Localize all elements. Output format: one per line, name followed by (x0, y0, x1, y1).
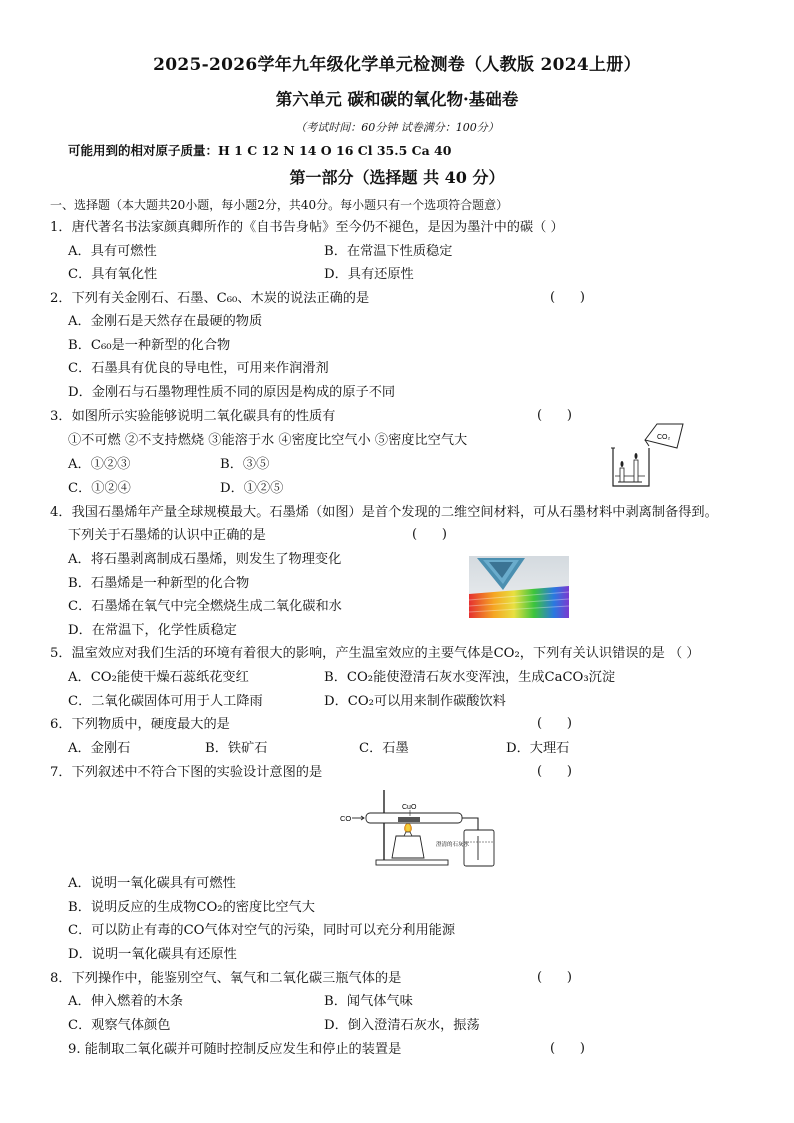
limewater-label: 澄清的石灰水 (436, 842, 470, 848)
q2-answer-paren: ( ) (550, 290, 585, 305)
cuo-label: CuO (402, 804, 417, 811)
q7-option-a: A．说明一氧化碳具有可燃性 (68, 876, 236, 891)
question-5-stem: 5．温室效应对我们生活的环境有着很大的影响，产生温室效应的主要气体是CO₂，下列有关认识错误的是 （ ） (50, 646, 700, 661)
question-7-stem: 7．下列叙述中不符合下图的实验设计意图的是 (50, 765, 323, 780)
q1-option-d: D．具有还原性 (324, 267, 414, 282)
question-2-stem: 2．下列有关金刚石、石墨、C₆₀、木炭的说法正确的是 (50, 291, 370, 306)
q4-answer-paren: ( ) (412, 527, 447, 542)
q3-option-d: D．①②⑤ (220, 481, 284, 496)
beaker-icon (611, 448, 649, 486)
co2-container-icon (645, 424, 683, 448)
q6-option-d: D．大理石 (506, 741, 570, 756)
q3-properties: ①不可燃 ②不支持燃烧 ③能溶于水 ④密度比空气小 ⑤密度比空气大 (68, 433, 468, 448)
exam-info: （考试时间：60分钟 试卷满分：100分） (295, 121, 499, 134)
co2-figure-label: CO₂ (657, 434, 671, 441)
q8-answer-paren: ( ) (537, 970, 572, 985)
candle-icon (618, 453, 642, 482)
q8-option-a: A．伸入燃着的木条 (68, 994, 184, 1009)
q4-option-a: A．将石墨剥离制成石墨烯，则发生了物理变化 (68, 552, 342, 567)
q1-option-b: B．在常温下性质稳定 (324, 244, 453, 259)
question-1-stem: 1．唐代著名书法家颜真卿所作的《自书告身帖》至今仍不褪色，是因为墨汁中的碳（ ） (50, 220, 564, 235)
question-8-stem: 8．下列操作中，能鉴别空气、氧气和二氧化碳三瓶气体的是 (50, 971, 402, 986)
co-cuo-apparatus-figure (336, 784, 500, 872)
q1-option-a: A．具有可燃性 (68, 244, 157, 259)
q6-option-c: C．石墨 (359, 741, 409, 756)
q8-option-b: B．闻气体气味 (324, 994, 413, 1009)
q2-option-b: B．C₆₀是一种新型的化合物 (68, 338, 231, 353)
q5-option-c: C．二氧化碳固体可用于人工降雨 (68, 694, 263, 709)
q1-option-c: C．具有氧化性 (68, 267, 158, 282)
q3-option-c: C．①②④ (68, 481, 131, 496)
question-9-stem: 9. 能制取二氧化碳并可随时控制反应发生和停止的装置是 (68, 1042, 402, 1057)
question-4-stem-2: 下列关于石墨烯的认识中正确的是 (68, 528, 266, 543)
question-3-stem: 3．如图所示实验能够说明二氧化碳具有的性质有 (50, 409, 336, 424)
q4-option-d: D．在常温下，化学性质稳定 (68, 623, 237, 638)
co2-candle-figure (605, 418, 693, 490)
q3-option-b: B．③⑤ (220, 457, 270, 472)
unit-subtitle: 第六单元 碳和碳的氧化物·基础卷 (275, 90, 519, 109)
q6-option-a: A．金刚石 (68, 741, 131, 756)
q4-option-b: B．石墨烯是一种新型的化合物 (68, 576, 250, 591)
atomic-masses: 可能用到的相对原子质量：H 1 C 12 N 14 O 16 Cl 35.5 Ca 40 (68, 143, 452, 158)
q6-answer-paren: ( ) (537, 716, 572, 731)
graphene-image (469, 556, 569, 618)
q8-option-c: C．观察气体颜色 (68, 1018, 171, 1033)
co-inlet-label: CO (340, 814, 352, 823)
q3-answer-paren: ( ) (537, 408, 572, 423)
q9-answer-paren: ( ) (550, 1041, 585, 1056)
alcohol-lamp-icon (392, 824, 424, 858)
section-instruction: 一、选择题（本大题共20小题，每小题2分，共40分。每小题只有一个选项符合题意） (50, 198, 509, 212)
q3-option-a: A．①②③ (68, 457, 131, 472)
q5-option-a: A．CO₂能使干燥石蕊纸花变红 (68, 670, 249, 685)
q5-option-d: D．CO₂可以用来制作碳酸饮料 (324, 694, 506, 709)
q4-option-c: C．石墨烯在氧气中完全燃烧生成二氧化碳和水 (68, 599, 342, 614)
q6-option-b: B．铁矿石 (205, 741, 268, 756)
q7-option-d: D．说明一氧化碳具有还原性 (68, 947, 237, 962)
q2-option-d: D．金刚石与石墨物理性质不同的原因是构成的原子不同 (68, 385, 396, 400)
question-4-stem: 4．我国石墨烯年产量全球规模最大。石墨烯（如图）是首个发现的二维空间材料，可从石墨材料中剥离制备得到。 (50, 505, 718, 520)
q8-option-d: D．倒入澄清石灰水，振荡 (324, 1018, 480, 1033)
part-title: 第一部分（选择题 共 40 分） (289, 168, 505, 187)
burning-flame-icon (354, 806, 358, 818)
exam-title: 2025-2026学年九年级化学单元检测卷（人教版 2024上册） (153, 55, 641, 75)
q7-option-c: C．可以防止有毒的CO气体对空气的污染，同时可以充分利用能源 (68, 923, 456, 938)
q2-option-a: A．金刚石是天然存在最硬的物质 (68, 314, 263, 329)
q7-answer-paren: ( ) (537, 764, 572, 779)
q7-option-b: B．说明反应的生成物CO₂的密度比空气大 (68, 900, 315, 915)
q5-option-b: B．CO₂能使澄清石灰水变浑浊，生成CaCO₃沉淀 (324, 670, 616, 685)
q2-option-c: C．石墨具有优良的导电性，可用来作润滑剂 (68, 361, 329, 376)
reaction-tube-icon (366, 804, 462, 823)
question-6-stem: 6．下列物质中，硬度最大的是 (50, 717, 230, 732)
